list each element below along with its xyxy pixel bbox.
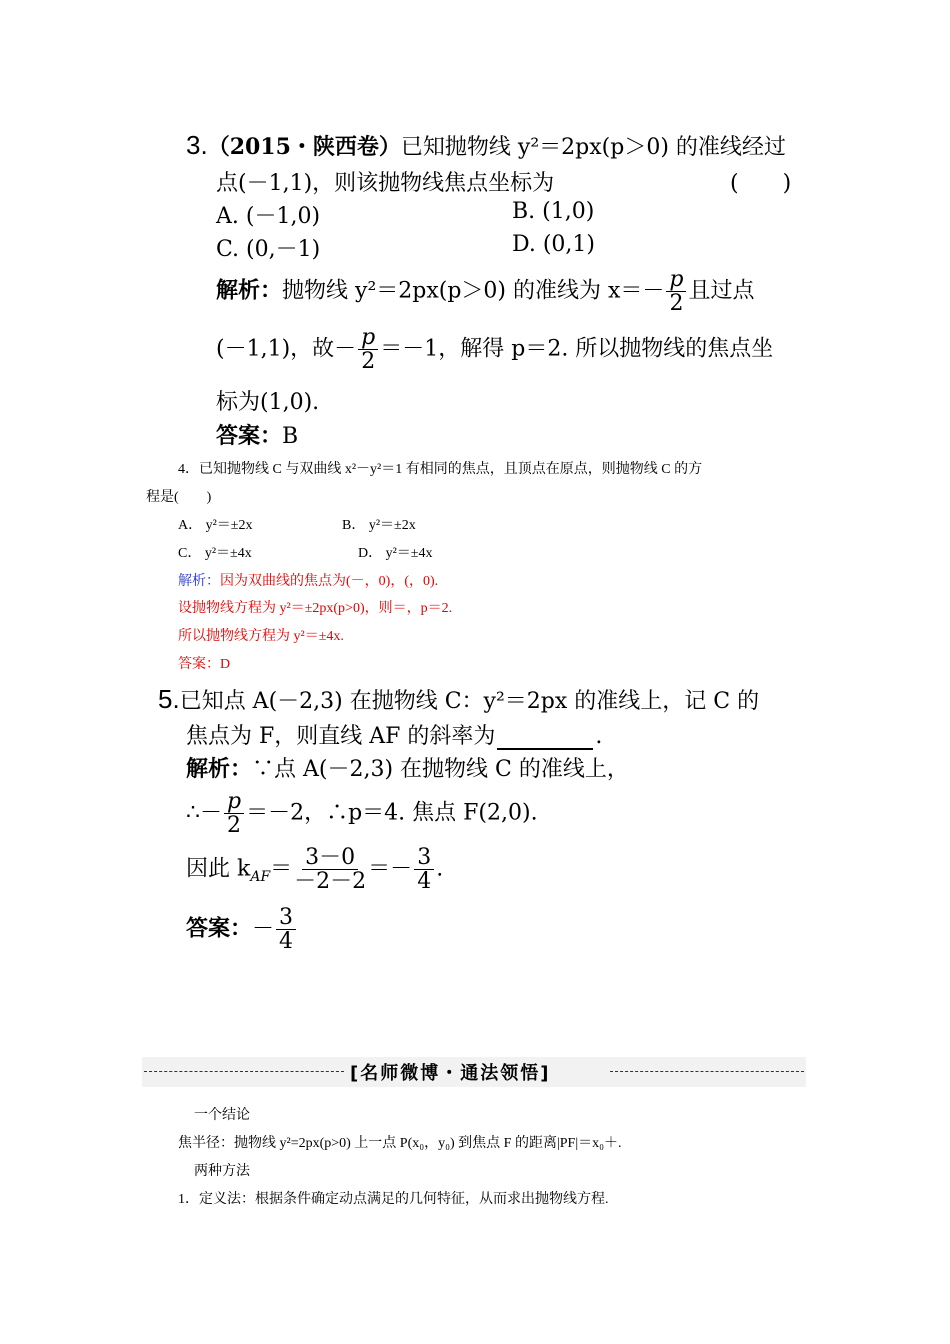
divider-dash-right — [610, 1071, 804, 1072]
q4-option-c: C． y²＝±4x — [178, 546, 252, 561]
q3-sol1-a: 抛物线 y²＝2px(p＞0) 的准线为 x＝－ — [282, 278, 665, 304]
q3-sol2-fraction — [358, 326, 378, 373]
q5-sol3-eq: ＝ — [270, 856, 293, 882]
q3-paren: ( ) — [730, 171, 792, 196]
q5-stem-b: 焦点为 F，则直线 AF 的斜率为 — [186, 724, 496, 749]
q3-source: （2015・陕西卷） — [207, 134, 401, 160]
q3-solution-line1 — [216, 268, 755, 315]
q5-sol2-a: ∴－ — [186, 800, 222, 826]
section-paragraph-2: 1．定义法：根据条件确定动点满足的几何特征，从而求出抛物线方程. — [178, 1192, 609, 1207]
q5-sol3-den2: 4 — [417, 869, 432, 895]
q3-solution-line3: 标为(1,0). — [216, 390, 320, 415]
q4-solution-label: 解析： — [178, 574, 220, 589]
q4-solution-line3: 所以抛物线方程为 y²＝±4x. — [178, 629, 344, 644]
q5-answer-sign: － — [252, 916, 275, 942]
q5-line2 — [186, 719, 602, 750]
q5-stem-end: . — [595, 724, 603, 749]
q5-sol2-num: p — [224, 790, 244, 814]
q3-stem-a: 已知抛物线 y²＝2px(p＞0) 的准线经过 — [400, 135, 786, 160]
q3-option-d: D. (0,1) — [512, 232, 595, 257]
divider-dash-left — [144, 1071, 344, 1072]
q5-line1 — [158, 684, 759, 715]
q3-stem-b: 点(－1,1)，则该抛物线焦点坐标为 — [216, 171, 555, 196]
q5-solution-line1 — [186, 752, 629, 783]
q5-solution-line3 — [186, 846, 443, 893]
q3-sol1-b: 且过点 — [688, 278, 755, 304]
q5-answer-den: 4 — [279, 929, 294, 955]
q5-answer-fraction — [276, 906, 296, 953]
q5-sol2-den: 2 — [227, 813, 242, 839]
q5-sol3-a: 因此 k — [186, 856, 251, 882]
q5-sol2-b: ＝－2，∴p＝4. 焦点 F(2,0). — [246, 800, 538, 826]
q3-option-b: B. (1,0) — [512, 199, 595, 224]
q3-answer-value: B — [282, 424, 299, 449]
q3-number: 3. — [186, 130, 208, 160]
q5-answer — [186, 906, 298, 953]
q4-solution-line1 — [178, 570, 438, 590]
q4-option-b: B． y²＝±2x — [342, 518, 416, 533]
q3-option-c: C. (0,－1) — [216, 237, 321, 262]
q5-sol3-num: 3－0 — [302, 846, 358, 870]
section-title: [名师微博・通法领悟] — [350, 1063, 551, 1084]
q5-solution-line2 — [186, 790, 538, 837]
q3-sol1-den: 2 — [669, 291, 684, 317]
q4-sol1: 因为双曲线的焦点为(－，0)，(，0). — [220, 574, 439, 589]
q5-answer-label: 答案： — [186, 915, 253, 942]
q4-stem-a: 4．已知抛物线 C 与双曲线 x²－y²＝1 有相同的焦点，且顶点在原点，则抛物线 C 的方 — [178, 462, 703, 477]
q3-line1 — [186, 130, 786, 161]
q5-solution-label: 解析： — [186, 756, 253, 782]
q5-sol3-fraction2 — [414, 846, 434, 893]
q5-sol3-num2: 3 — [414, 846, 434, 870]
q5-stem-a: 已知点 A(－2,3) 在抛物线 C：y²＝2px 的准线上，记 C 的 — [179, 689, 760, 714]
q4-solution-line2: 设抛物线方程为 y²＝±2px(p>0)，则＝，p＝2. — [178, 601, 453, 616]
q3-solution-label: 解析： — [216, 277, 283, 304]
q3-sol2-b: ＝－1，解得 p＝2. 所以抛物线的焦点坐 — [380, 336, 774, 362]
q5-number: 5. — [158, 684, 180, 714]
q3-solution-line2 — [216, 326, 773, 373]
q4-answer: 答案：D — [178, 657, 231, 672]
q3-answer — [216, 419, 298, 450]
q5-sol3-fraction1 — [294, 846, 366, 893]
section-paragraph-1: 焦半径：抛物线 y²=2px(p>0) 上一点 P(x₀，y₀) 到焦点 F 的距离|PF|＝x₀＋. — [178, 1136, 622, 1151]
q5-sol3-den: －2－2 — [294, 869, 367, 895]
q3-sol2-num: p — [358, 326, 378, 350]
q4-stem-b: 程是( ) — [146, 490, 212, 505]
q4-option-d: D． y²＝±4x — [358, 546, 433, 561]
section-heading-1: 一个结论 — [194, 1108, 250, 1123]
q3-sol1-num: p — [666, 268, 686, 292]
q5-answer-blank — [497, 728, 593, 750]
q4-option-a: A． y²＝±2x — [178, 518, 253, 533]
q3-answer-label: 答案： — [216, 423, 283, 449]
q5-sol2-fraction — [224, 790, 244, 837]
q5-sol1: ∵点 A(－2,3) 在抛物线 C 的准线上， — [252, 757, 629, 782]
q3-sol1-fraction — [666, 268, 686, 315]
section-heading-2: 两种方法 — [194, 1164, 250, 1179]
q3-sol2-a: (－1,1)，故－ — [216, 336, 357, 362]
q3-option-a: A. (－1,0) — [216, 204, 321, 229]
q5-sol3-end: . — [436, 856, 444, 882]
q5-sol3-sub: AF — [250, 868, 271, 885]
q5-answer-num: 3 — [276, 906, 296, 930]
q3-sol2-den: 2 — [361, 349, 376, 375]
q5-sol3-b: ＝－ — [368, 856, 413, 882]
